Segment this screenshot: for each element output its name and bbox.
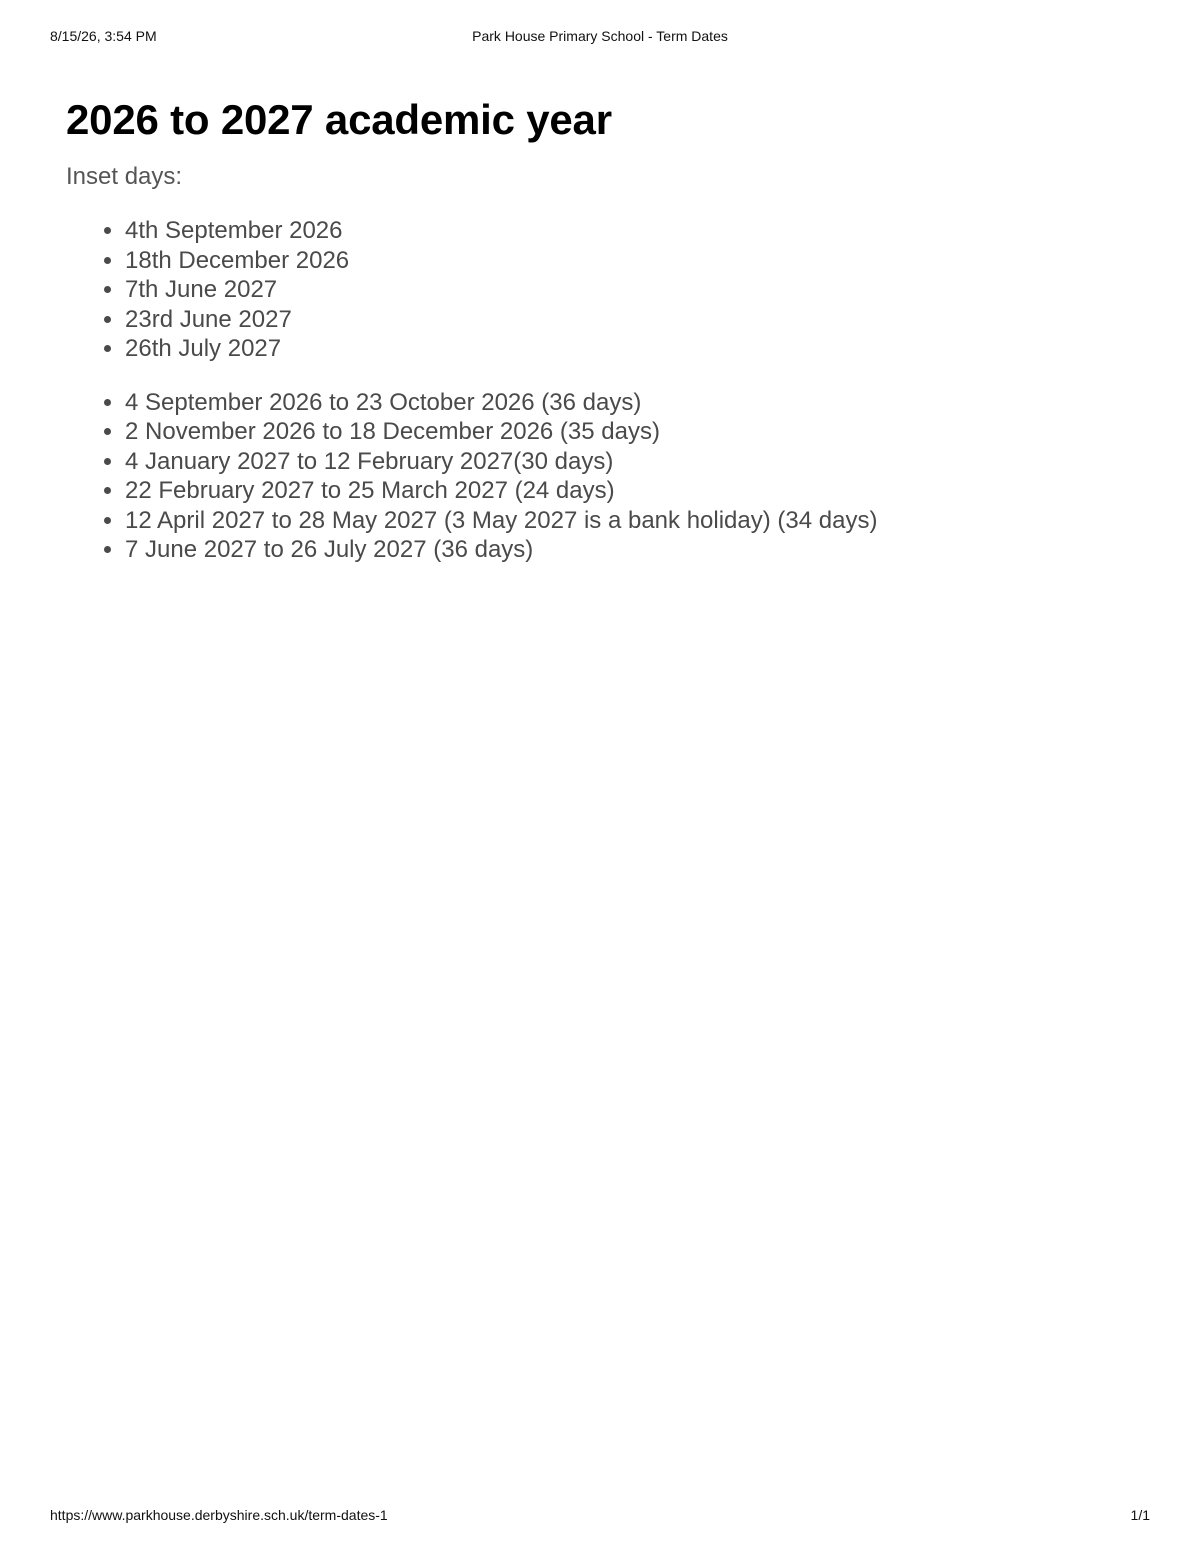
term-item: • 4 September 2026 to 23 October 2026 (36 days): [125, 388, 1134, 418]
inset-day-item: • 18th December 2026: [125, 246, 1134, 276]
print-page-title: Park House Primary School - Term Dates: [472, 28, 728, 44]
print-page-number: 1/1: [1130, 1507, 1150, 1523]
inset-day-item: • 26th July 2027: [125, 334, 1134, 364]
page-heading: 2026 to 2027 academic year: [66, 96, 612, 143]
print-datetime: 8/15/26, 3:54 PM: [50, 28, 157, 44]
inset-days-label: Inset days:: [66, 163, 183, 190]
print-footer: [50, 1507, 1150, 1527]
print-header: [50, 28, 1150, 48]
term-item: • 2 November 2026 to 18 December 2026 (35 days): [125, 417, 1134, 447]
term-item: • 4 January 2027 to 12 February 2027(30 days): [125, 447, 1134, 477]
inset-days-list: [66, 216, 1134, 364]
inset-day-item: • 4th September 2026: [125, 216, 1134, 246]
inset-day-item: • 7th June 2027: [125, 275, 1134, 305]
term-item: • 12 April 2027 to 28 May 2027 (3 May 2027 is a bank holiday) (34 days): [125, 506, 1134, 536]
term-item: • 22 February 2027 to 25 March 2027 (24 days): [125, 476, 1134, 506]
term-item: • 7 June 2027 to 26 July 2027 (36 days): [125, 535, 1134, 565]
term-dates-list: [66, 388, 1134, 565]
print-url: https://www.parkhouse.derbyshire.sch.uk/term-dates-1: [50, 1507, 388, 1523]
inset-day-item: • 23rd June 2027: [125, 305, 1134, 335]
main-content: [66, 92, 1134, 565]
